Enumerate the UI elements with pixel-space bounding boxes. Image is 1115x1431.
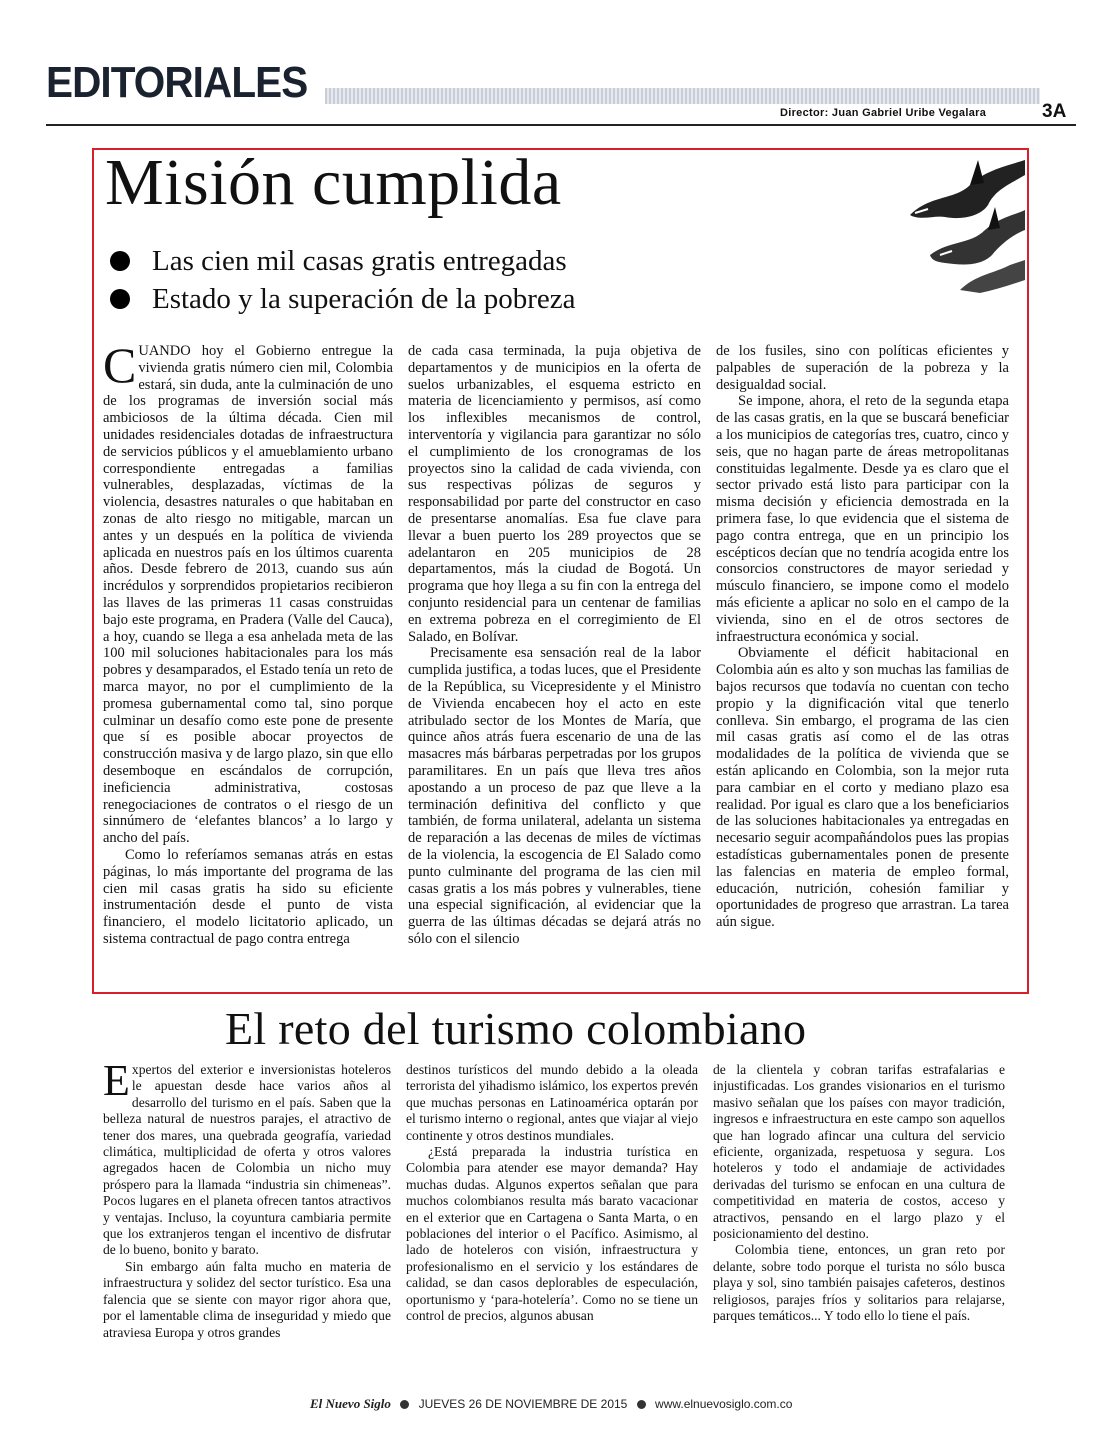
bullet-separator-icon: [637, 1400, 646, 1409]
subhead-bullet: Estado y la superación de la pobreza: [110, 285, 576, 314]
editorial1-column-3: de los fusiles, sino con políticas eficientes y palpables de superación de la pobreza y la desigualdad social. Se impone, ahora, el reto de la segunda etapa de las casas gratis, en la que se buscará beneficiar a los municipios de categorías tres, cuatro, cinco y seis, que no hagan parte de áreas metropolitanas constituidas legalmente. Desde ya es claro que el sector privado está listo para participar con la misma decisión y eficiencia demostrada en la primera fase, lo que evidencia que el sistema de pago contra entrega, que en un principio los escépticos decían que no tendría acogida entre los consorcios constructores de mayor seriedad y músculo financiero, se impone como el modelo más eficiente a aplicar no solo en el campo de la vivienda, sino en el de otros sectores de infraestructura económica y social. Obviamente el déficit habitacional en Colombia aún es alto y son muchas las familias de bajos recursos que todavía no cuentan con techo propio y la dignificación vital que tenerlo conlleva. Sin embargo, el programa de las cien mil casas gratis así como el de las otras modalidades de la política de vivienda que se están aplicando en Colombia, son la mejor ruta para cambiar en el corto y mediano plazo esa realidad. Por igual es claro que a los beneficiarios de las soluciones habitacionales ya entregadas en necesario seguir acompañándolos pues las propias estadísticas gubernamentales ponen de presente las falencias en materia de empleo formal, educación, nutrición, cohesión familiar y oportunidades de progreso que arrastran. La tarea aún sigue.: [716, 343, 1009, 931]
header-band: [325, 88, 1040, 104]
website-url: www.elnuevosiglo.com.co: [655, 1397, 793, 1411]
page-number: 3A: [1042, 101, 1067, 122]
editorial1-column-1: CUANDO hoy el Gobierno entregue la vivienda gratis número cien mil, Colombia estará, sin duda, ante la culminación de uno de los programas de inversión social más ambiciosos de la última década. Cien mil unidades residenciales dotadas de infraestructura de servicios públicos y el amueblamiento urbano correspondiente entregadas a familias vulnerables, desplazadas, víctimas de la violencia, desastres naturales o que habitaban en zonas de alto riesgo no mitigable, marcan un antes y un después en la política de vivienda aplicada en nuestros país en los últimos cuarenta años. Desde febrero de 2013, cuando sus aún incrédulos y sorprendidos propietarios recibieron las llaves de las primeras 11 casas construidas bajo este programa, en Pradera (Valle del Cauca), a hoy, cuando se llega a esa anhelada meta de las 100 mil soluciones habitacionales para los más pobres y desamparados, el Estado tenía un reto de marca mayor, no por el cumplimiento de la promesa gubernamental como tal, sino porque culminar un desafío como este pone de presente que sí es posible abocar proyectos de construcción masiva y de largo plazo, sin que ello desemboque en escándalos de corrupción, ineficiencia administrativa, costosas renegociaciones de contratos o el riesgo de un sinnúmero de ‘elefantes blancos’ a lo largo y ancho del país. Como lo referíamos semanas atrás en estas páginas, lo más importante del programa de las cien mil casas gratis ha sido su eficiente instrumentación desde el punto de vista financiero, el modelo licitatorio aplicado, un sistema contractual de pago contra entrega: [103, 337, 393, 947]
director-credit: Director: Juan Gabriel Uribe Vegalara: [780, 107, 987, 119]
bullet-dot-icon: [110, 289, 130, 309]
bullet-separator-icon: [400, 1400, 409, 1409]
issue-date: JUEVES 26 DE NOVIEMBRE DE 2015: [418, 1397, 628, 1411]
editorial2-column-2: destinos turísticos del mundo debido a la oleada terrorista del yihadismo islámico, los expertos prevén que muchas personas en Latinoamérica optarán por el turismo interno o regional, antes que viajar al viejo continente y otros destinos mundiales. ¿Está preparada la industria turística en Colombia para atender ese mayor demanda? Hay muchas dudas. Algunos expertos señalan que para muchos colombianos resulta más barato vacacionar en el exterior que en Cartagena o Santa Marta, o en poblaciones del interior o el Pacífico. Asimismo, al lado de hoteleros con visión, infraestructura y profesionalismo en el servicio y los estándares de calidad, se dan casos deplorables de especulación, oportunismo y ‘para-hotelería’. Como no se tiene un control de precios, algunos abusan: [406, 1062, 698, 1324]
editorial2-column-3: de la clientela y cobran tarifas estrafalarias e injustificadas. Los grandes visionarios en el turismo masivo señalan que los países con mayor tradición, ingresos e infraestructura en este campo son aquellos que han logrado afincar una cultura del servicio eficiente, organizada, respetuosa y segura. Los hoteleros y todo el andamiaje de actividades derivadas del turismo se enfocan en una cultura de competitividad en materia de costos, acceso y atractivos, pensando en el largo plazo y el posicionamiento del destino. Colombia tiene, entonces, un gran reto por delante, sobre todo porque el turista no sólo busca playa y sol, sino también paisajes cafeteros, destinos religiosos, parajes fríos y solitarios para relajarse, parques temáticos... Y todo ello lo tiene el país.: [713, 1062, 1005, 1324]
drop-cap: C: [103, 337, 137, 393]
page-footer: [310, 1396, 792, 1412]
bullet-dot-icon: [110, 251, 130, 271]
editorial2-headline: El reto del turismo colombiano: [225, 1003, 807, 1054]
editorial1-column-2: de cada casa terminada, la puja objetiva de departamentos y de municipios en la oferta de suelos urbanizables, el esquema estricto en materia de licenciamiento y permisos, así como los inflexibles mecanismos de control, interventoría y vigilancia para garantizar no sólo el cumplimiento de los cronogramas de los proyectos sino la calidad de cada vivienda, con sus respectivas pólizas de seguros y responsabilidad por parte del constructor en caso de presentarse anomalías. Esa fue clave para llevar a buen puerto los 289 proyectos que se adelantaron en 205 municipios de 28 departamentos, más la ciudad de Bogotá. Un programa que hoy llega a su fin con la entrega del conjunto residencial para un centenar de familias en extrema pobreza en el corregimiento de El Salado, en Bolívar. Precisamente esa sensación real de la labor cumplida justifica, a todas luces, que el Presidente de la República, su Vicepresidente y el Ministro de Vivienda encabecen hoy el acto en este atribulado sector de los Montes de María, que quince años atrás fuera escenario de una de las masacres más bárbaras perpetradas por los grupos paramilitares. En un país que lleva tres años apostando a un proceso de paz que lleve a la terminación definitiva del conflicto y que también, de forma unilateral, adelanta un sistema de reparación a las decenas de miles de víctimas de la violencia, la escogencia de El Salado como punto culminante del programa de las cien mil casas gratis a los más pobres y vulnerables, tiene una especial significación, al evidenciar que la guerra de las últimas décadas se dejará atrás no sólo con el silencio: [408, 343, 701, 947]
drop-cap: E: [103, 1056, 130, 1105]
horse-illustration-icon: [900, 155, 1028, 295]
subhead-bullet: Las cien mil casas gratis entregadas: [110, 247, 567, 276]
editorial2-column-1: Expertos del exterior e inversionistas hoteleros le apuestan desde hace varios años al desarrollo del turismo en el país. Saben que la belleza natural de nuestros parajes, el atractivo de tener dos mares, una quebrada geografía, variedad climática, multiplicidad de oferta y otros valores agregados hacen de Colombia un nicho muy próspero para la llamada “industria sin chimeneas”. Pocos lugares en el planeta ofrecen tantos atractivos y ventajas. Incluso, la coyuntura cambiaria permite que los extranjeros tengan el incentivo de disfrutar de lo bueno, bonito y barato. Sin embargo aún falta mucho en materia de infraestructura y solidez del sector turístico. Esa una falencia que se siente con mayor rigor ahora que, por el lamentable clima de inseguridad y miedo que atraviesa Europa y otros grandes: [103, 1056, 391, 1340]
header-rule: [46, 124, 1076, 126]
section-title: EDITORIALES: [46, 58, 308, 107]
editorial-headline: Misión cumplida: [105, 146, 562, 219]
newspaper-brand: El Nuevo Siglo: [310, 1396, 391, 1411]
